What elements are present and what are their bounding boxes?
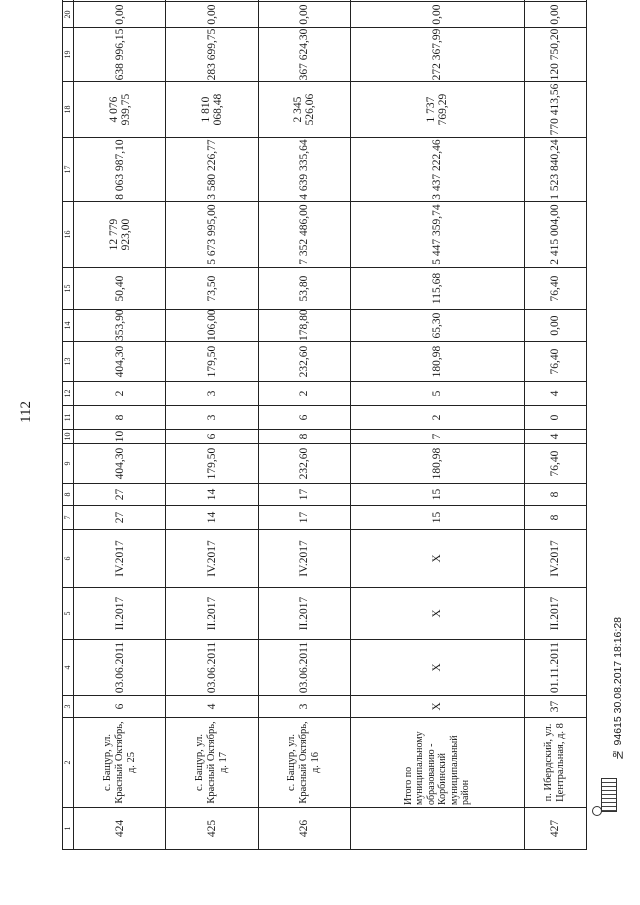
table-cell: 76,40: [524, 342, 586, 382]
table-cell: 8: [524, 484, 586, 506]
table-cell: 638 996,15: [74, 28, 166, 82]
col-number: 20: [63, 2, 74, 28]
col-number: 14: [63, 310, 74, 342]
table-cell: 272 367,99: [350, 28, 524, 82]
col-number: 12: [63, 382, 74, 406]
table-cell: 73,50: [166, 268, 258, 310]
table-row: [350, 0, 524, 850]
document-footer: № 94615 30.08.2017 18:16:28: [612, 617, 624, 761]
table-cell: 01.11.2011: [524, 640, 586, 696]
table-cell: 76,40: [524, 444, 586, 484]
table-cell: 37: [524, 696, 586, 718]
table-cell: 1 810 068,48: [166, 82, 258, 138]
col-number: 5: [63, 588, 74, 640]
address-cell: Итого по муниципальному образованию - Корбинский муниципальный район: [350, 718, 524, 808]
rotated-table-frame: [62, 4, 587, 850]
page-number: 112: [18, 401, 34, 423]
table-cell: 427: [524, 808, 586, 850]
col-number: 6: [63, 530, 74, 588]
table-cell: 2 415 004,00: [524, 202, 586, 268]
table-cell: 106,00: [166, 310, 258, 342]
table-cell: 0,00: [350, 2, 524, 28]
table-cell: 232,60: [258, 342, 350, 382]
table-cell: 4 076 939,75: [74, 82, 166, 138]
table-cell: 6: [74, 696, 166, 718]
table-cell: IV.2017: [166, 530, 258, 588]
table-cell: 53,80: [258, 268, 350, 310]
table-cell: 6: [166, 430, 258, 444]
table-cell: 0,00: [166, 2, 258, 28]
col-number: 3: [63, 696, 74, 718]
stamp-seal-icon: [592, 806, 602, 816]
table-cell: X: [350, 696, 524, 718]
data-table: [62, 0, 587, 850]
table-cell: 7 352 486,00: [258, 202, 350, 268]
table-cell: 1 737 769,29: [350, 82, 524, 138]
table-cell: II.2017: [524, 588, 586, 640]
col-number: 8: [63, 484, 74, 506]
table-cell: 283 699,75: [166, 28, 258, 82]
table-cell: 12 779 923,00: [74, 202, 166, 268]
table-cell: 2: [74, 382, 166, 406]
table-cell: 4 639 335,64: [258, 138, 350, 202]
table-row: [258, 0, 350, 850]
table-cell: [258, 0, 350, 2]
column-number-row: [63, 0, 74, 850]
col-number: 17: [63, 138, 74, 202]
table-cell: 425: [166, 808, 258, 850]
table-cell: 14: [166, 484, 258, 506]
table-cell: 426: [258, 808, 350, 850]
col-number: 16: [63, 202, 74, 268]
col-number: 11: [63, 406, 74, 430]
table-cell: 3: [166, 382, 258, 406]
address-cell: с. Бащур, ул. Красный Октябрь, д. 16: [258, 718, 350, 808]
table-cell: 120 750,20: [524, 28, 586, 82]
table-cell: 180,98: [350, 342, 524, 382]
col-number: 19: [63, 28, 74, 82]
table-cell: 03.06.2011: [258, 640, 350, 696]
table-cell: 50,40: [74, 268, 166, 310]
table-cell: [350, 808, 524, 850]
col-number: 10: [63, 430, 74, 444]
table-cell: IV.2017: [74, 530, 166, 588]
table-cell: 179,50: [166, 342, 258, 382]
table-cell: 353,90: [74, 310, 166, 342]
table-cell: 15: [350, 484, 524, 506]
table-cell: 232,60: [258, 444, 350, 484]
table-cell: 770 413,56: [524, 82, 586, 138]
table-cell: 03.06.2011: [166, 640, 258, 696]
table-cell: 0,00: [524, 2, 586, 28]
table-cell: 5: [350, 382, 524, 406]
table-cell: 17: [258, 506, 350, 530]
table-cell: II.2017: [166, 588, 258, 640]
table-cell: 3: [258, 696, 350, 718]
table-cell: 14: [166, 506, 258, 530]
table-cell: 15: [350, 506, 524, 530]
col-number: 13: [63, 342, 74, 382]
col-number: 18: [63, 82, 74, 138]
table-cell: II.2017: [258, 588, 350, 640]
table-cell: 0,00: [74, 2, 166, 28]
table-cell: 27: [74, 484, 166, 506]
table-cell: 1 523 840,24: [524, 138, 586, 202]
table-row: [166, 0, 258, 850]
table-cell: 424: [74, 808, 166, 850]
table-cell: 17: [258, 484, 350, 506]
table-cell: 8: [258, 430, 350, 444]
table-cell: 27: [74, 506, 166, 530]
col-number: 7: [63, 506, 74, 530]
table-cell: IV.2017: [258, 530, 350, 588]
address-cell: с. Бащур, ул. Красный Октябрь, д. 17: [166, 718, 258, 808]
table-cell: 10: [74, 430, 166, 444]
table-cell: X: [350, 588, 524, 640]
table-cell: 367 624,30: [258, 28, 350, 82]
table-cell: 5 447 359,74: [350, 202, 524, 268]
table-cell: 179,50: [166, 444, 258, 484]
table-cell: IV.2017: [524, 530, 586, 588]
table-cell: 4: [524, 430, 586, 444]
table-cell: 8: [74, 406, 166, 430]
table-cell: 178,80: [258, 310, 350, 342]
table-cell: 0: [524, 406, 586, 430]
table-cell: 3 580 226,77: [166, 138, 258, 202]
table-cell: [350, 0, 524, 2]
table-cell: 8 063 987,10: [74, 138, 166, 202]
table-cell: 76,40: [524, 268, 586, 310]
table-cell: [74, 0, 166, 2]
barcode-stamp: [601, 778, 617, 812]
table-cell: 4: [166, 696, 258, 718]
table-cell: II.2017: [74, 588, 166, 640]
table-cell: 2 345 526,06: [258, 82, 350, 138]
table-row: [74, 0, 166, 850]
table-cell: 0,00: [524, 310, 586, 342]
col-number: 1: [63, 808, 74, 850]
table-cell: 2: [258, 382, 350, 406]
table-cell: 2: [350, 406, 524, 430]
table-cell: 115,68: [350, 268, 524, 310]
table-cell: 7: [350, 430, 524, 444]
table-cell: 03.06.2011: [74, 640, 166, 696]
table-cell: X: [350, 530, 524, 588]
table-cell: 8: [524, 506, 586, 530]
table-row: [524, 0, 586, 850]
col-number: 4: [63, 640, 74, 696]
table-cell: 5 673 995,00: [166, 202, 258, 268]
table-cell: 404,30: [74, 342, 166, 382]
table-cell: 6: [258, 406, 350, 430]
table-cell: [166, 0, 258, 2]
table-cell: 0,00: [258, 2, 350, 28]
table-cell: 65,30: [350, 310, 524, 342]
table-cell: 4: [524, 382, 586, 406]
table-cell: X: [350, 640, 524, 696]
table-cell: [524, 0, 586, 2]
table-cell: 3 437 222,46: [350, 138, 524, 202]
address-cell: п. Ибердский, ул. Центральная, д. 8: [524, 718, 586, 808]
col-number: 9: [63, 444, 74, 484]
col-number: [63, 0, 74, 2]
col-number: 15: [63, 268, 74, 310]
table-cell: 404,30: [74, 444, 166, 484]
table-cell: 3: [166, 406, 258, 430]
col-number: 2: [63, 718, 74, 808]
table-cell: 180,98: [350, 444, 524, 484]
address-cell: с. Бащур, ул. Красный Октябрь, д. 25: [74, 718, 166, 808]
